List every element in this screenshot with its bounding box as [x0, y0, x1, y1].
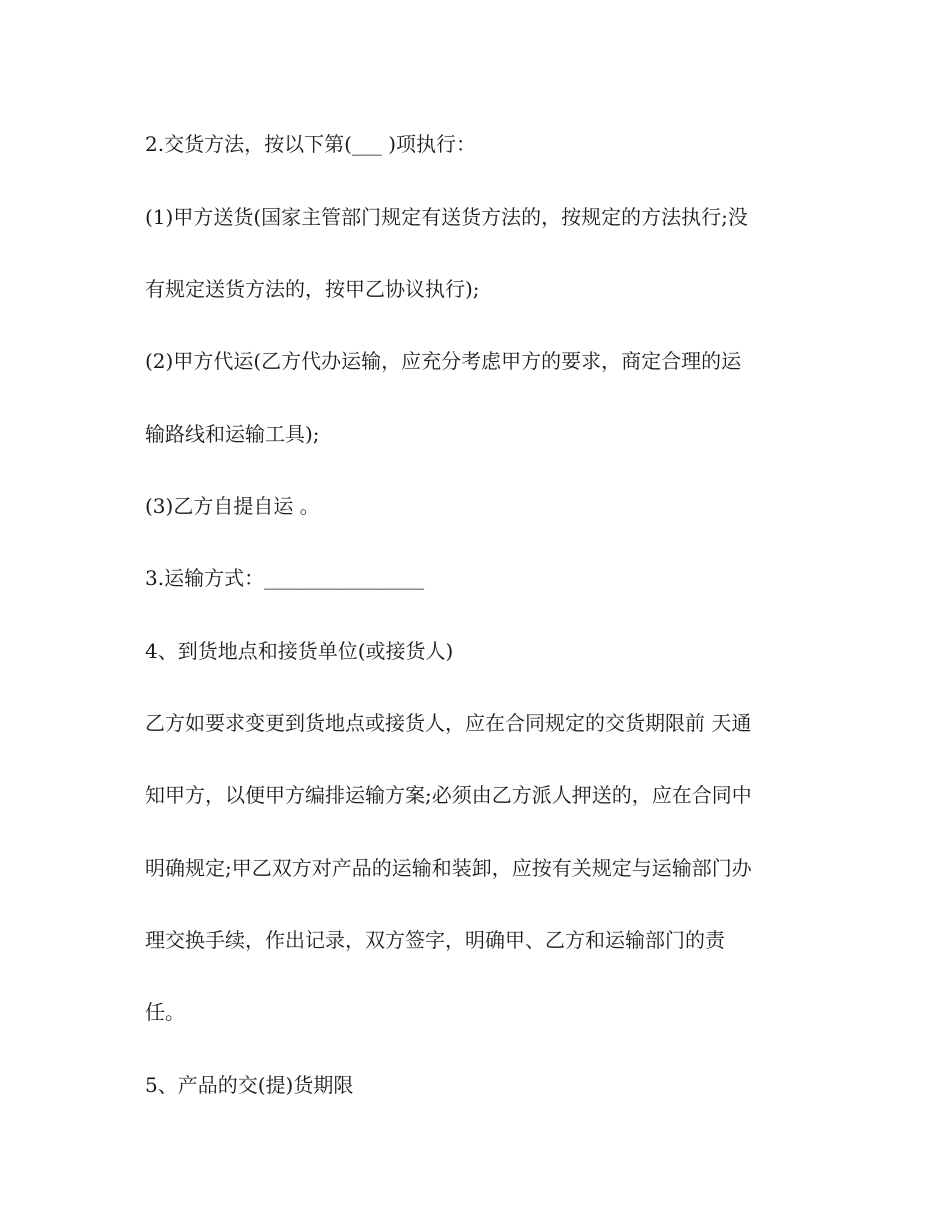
clause-4-paragraph-line: 明确规定;甲乙双方对产品的运输和装卸，应按有关规定与运输部门办 [145, 856, 752, 880]
clause-2-delivery-method: 2.交货方法，按以下第(___ )项执行： [145, 132, 477, 156]
option-2-seller-transport-cont: 输路线和运输工具); [145, 422, 320, 446]
option-1-seller-delivery: (1)甲方送货(国家主管部门规定有送货方法的，按规定的方法执行;没 [145, 205, 748, 229]
clause-4-paragraph-line: 知甲方，以便甲方编排运输方案;必须由乙方派人押送的，应在合同中 [145, 783, 752, 807]
clause-4-heading: 4、到货地点和接货单位(或接货人) [145, 639, 454, 663]
option-1-seller-delivery-cont: 有规定送货方法的，按甲乙协议执行); [145, 277, 480, 301]
option-3-buyer-pickup: (3)乙方自提自运 。 [145, 494, 320, 518]
clause-4-paragraph-line: 任。 [145, 1000, 185, 1024]
clause-5-heading: 5、产品的交(提)货期限 [145, 1073, 354, 1097]
clause-3-transport-mode: 3.运输方式：________________ [145, 566, 425, 590]
option-2-seller-transport: (2)甲方代运(乙方代办运输，应充分考虑甲方的要求，商定合理的运 [145, 349, 742, 373]
clause-4-paragraph-line: 乙方如要求变更到货地点或接货人，应在合同规定的交货期限前 天通 [145, 711, 752, 735]
clause-4-paragraph-line: 理交换手续，作出记录，双方签字，明确甲、乙方和运输部门的责 [145, 928, 725, 952]
